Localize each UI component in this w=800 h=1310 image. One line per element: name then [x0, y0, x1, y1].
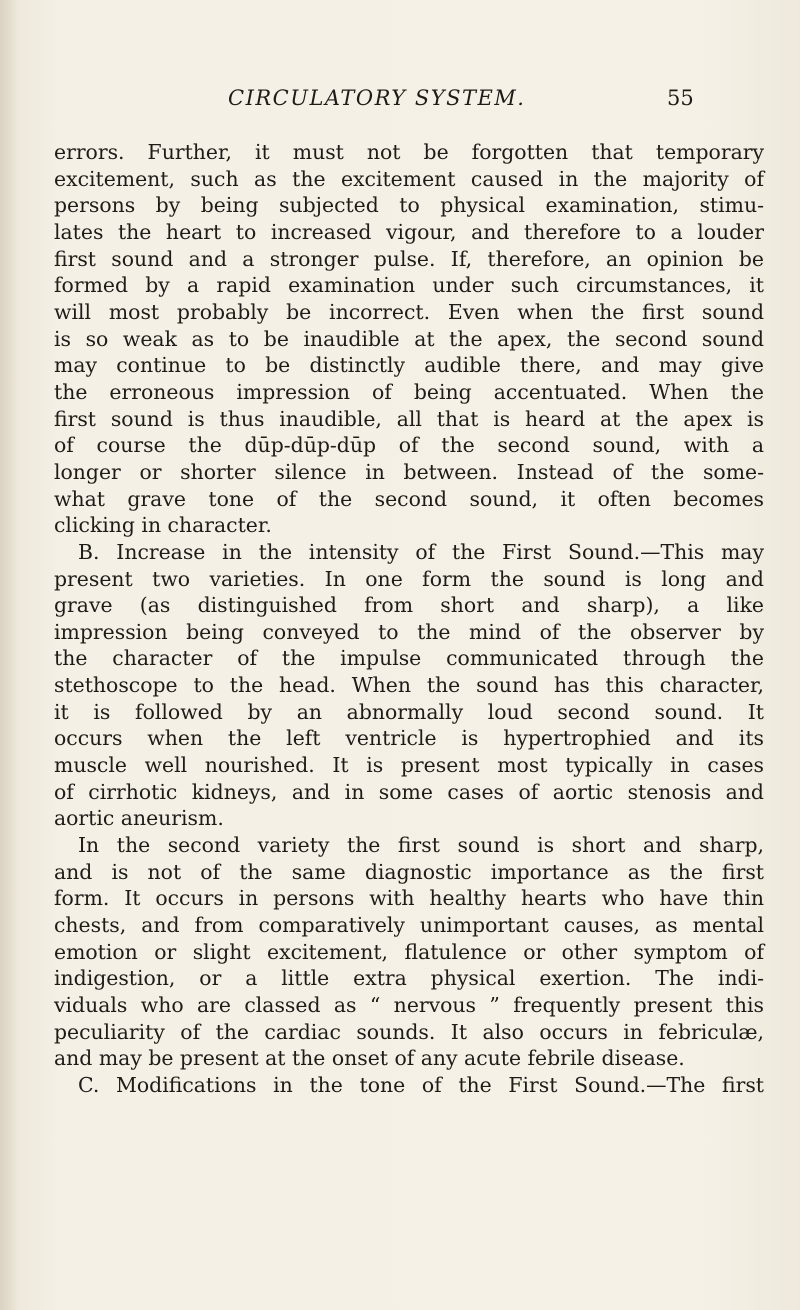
text-line: the character of the impulse communicated through the: [54, 646, 764, 671]
text-line: will most probably be incorrect. Even when the first sound: [54, 299, 764, 324]
text-line: may continue to be distinctly audible there, and may give: [54, 353, 764, 378]
text-line: occurs when the left ventricle is hypertrophied and its: [54, 726, 764, 751]
text-line: indigestion, or a little extra physical exertion. The indi-: [54, 966, 764, 991]
text-line: excitement, such as the excitement caused in the majority of: [54, 166, 764, 191]
text-line: what grave tone of the second sound, it often becomes: [54, 486, 764, 511]
text-line: lates the heart to increased vigour, and therefore to a louder: [54, 219, 764, 244]
text-line: of course the dūp-dūp-dūp of the second sound, with a: [54, 433, 764, 458]
text-line: first sound is thus inaudible, all that is heard at the apex is: [54, 406, 764, 431]
text-line: persons by being subjected to physical examination, stimu-: [54, 193, 764, 218]
running-title: CIRCULATORY SYSTEM.: [228, 86, 526, 110]
text-line: viduals who are classed as “ nervous ” frequently present this: [54, 993, 764, 1017]
text-line: formed by a rapid examination under such circumstances, it: [54, 273, 764, 298]
section-heading-line: C. Modifications in the tone of the First Sound.—The first: [78, 1072, 764, 1097]
text-line: longer or shorter silence in between. Instead of the some-: [54, 459, 764, 484]
section-heading-line: B. Increase in the intensity of the First Sound.—This may: [78, 539, 764, 564]
text-line: and may be present at the onset of any acute febrile disease.: [54, 1046, 685, 1071]
text-line: present two varieties. In one form the sound is long and: [54, 566, 764, 591]
text-line: impression being conveyed to the mind of the observer by: [54, 619, 764, 644]
text-line: is so weak as to be inaudible at the apex, the second sound: [54, 326, 764, 351]
text-line: of cirrhotic kidneys, and in some cases of aortic stenosis and: [54, 779, 764, 804]
text-line: aortic aneurism.: [54, 806, 224, 831]
text-line: stethoscope to the head. When the sound has this character,: [54, 673, 764, 698]
text-line: clicking in character.: [54, 513, 272, 538]
text-line: chests, and from comparatively unimportant causes, as mental: [54, 913, 764, 938]
text-line: it is followed by an abnormally loud second sound. It: [54, 699, 764, 724]
text-line: grave (as distinguished from short and sharp), a like: [54, 593, 764, 618]
body-text: [54, 139, 764, 1099]
text-line: In the second variety the first sound is short and sharp,: [78, 833, 764, 858]
text-line: first sound and a stronger pulse. If, therefore, an opinion be: [54, 246, 764, 271]
text-line: errors. Further, it must not be forgotten that temporary: [54, 140, 764, 164]
text-line: peculiarity of the cardiac sounds. It also occurs in febriculæ,: [54, 1019, 764, 1044]
text-line: the erroneous impression of being accentuated. When the: [54, 379, 764, 404]
text-line: and is not of the same diagnostic importance as the first: [54, 859, 764, 884]
text-line: muscle well nourished. It is present most typically in cases: [54, 753, 764, 778]
page-number: 55: [667, 86, 694, 110]
text-line: form. It occurs in persons with healthy hearts who have thin: [54, 886, 764, 911]
page-header: [0, 86, 800, 116]
page-gutter-shadow: [0, 0, 18, 1310]
text-line: emotion or slight excitement, flatulence or other symptom of: [54, 939, 764, 964]
